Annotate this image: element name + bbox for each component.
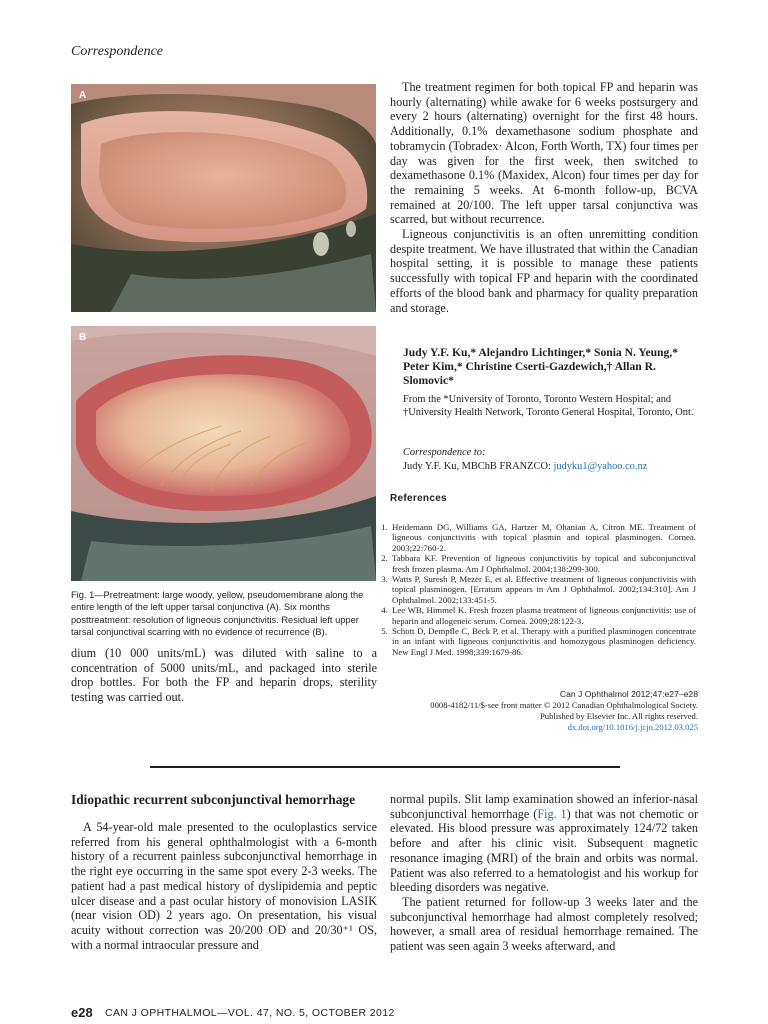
citation-block: [390, 689, 698, 733]
reference-item: 4. Lee WB, Himmel K. Fresh frozen plasma treatment of ligneous conjunctivitis: use of heparin and allogeneic serum. Cornea. 2009;28:122-3.: [390, 605, 696, 626]
citation-publisher: Published by Elsevier Inc. All rights reserved.: [540, 711, 698, 721]
references-heading: References: [390, 493, 447, 504]
followup-paragraph: The patient returned for follow-up 3 weeks later and the subconjunctival hemorrhage had almost completely resolved; however, a small area of residual hemorrhage remained. The patient was seen again 3 weeks afterward, and: [390, 894, 698, 954]
panel-b-label: B: [79, 332, 87, 343]
left-continuation: dium (10 000 units/mL) was diluted with saline to a concentration of 5000 units/mL, and packaged into sterile drop bottles. For both the FP and heparin drops, sterility testing was carried out.: [71, 646, 377, 705]
reference-item: 1. Heidemann DG, Williams GA, Hartzer M, Ohanian A, Citron ME. Treatment of ligneous conjunctivitis with topical plasmin and topical plasminogen. Cornea. 2003;22:760-2.: [390, 522, 696, 553]
figure-panel-b: [71, 326, 376, 581]
citation-journal: Can J Ophthalmol 2012;47:e27–e28: [559, 689, 698, 699]
correspondence-line: [403, 460, 695, 473]
reference-list: [374, 522, 696, 657]
figure-link[interactable]: Fig. 1: [537, 806, 567, 821]
citation-doi-link[interactable]: dx.doi.org/10.1016/j.jcjo.2012.03.025: [567, 722, 698, 732]
author-affiliation: From the *University of Toronto, Toronto Western Hospital; and †University Health Network, Toronto General Hospital, Toronto, Ont.: [403, 394, 694, 418]
page-number: e28: [71, 1005, 93, 1020]
journal-footer: CAN J OPHTHALMOL—VOL. 47, NO. 5, OCTOBER 2012: [105, 1007, 395, 1019]
exam-paragraph: normal pupils. Slit lamp examination showed an inferior-nasal subconjunctival hemorrhage (Fig. 1) that was not chemotic or elevated. His blood pressure was approximately 124/72 taken before and after his clinic visit. Subsequent magnetic resonance imaging (MRI) of the brain and orbits was normal. Patient was also referred to a hematologist and his workup for bleeding disorders was negative.: [390, 792, 699, 895]
second-article-right: [390, 792, 698, 954]
correspondence-label: Correspondence to:: [403, 447, 486, 458]
citation-issn: 0008-4182/11/$-see front matter © 2012 Canadian Ophthalmological Society.: [430, 700, 698, 710]
treatment-paragraph: The treatment regimen for both topical FP and heparin was hourly (alternating) while awake for 6 weeks postsurgery and every 2 hours (alternating) overnight for the first 48 hours. Additionally, 0.1% dexamethasone sodium phosphate and tobramycin (Tobradex· Alcon, Forth Worth, TX) four times per day was given for the first week, then switched to dexamethasone 0.1% (Maxidex, Alcon) four times per day for the remaining 5 weeks. At 6-month follow-up, BCVA remained at 20/100. The left upper tarsal conjunctiva was scarred, but without recurrence.: [390, 80, 698, 227]
article-title: Idiopathic recurrent subconjunctival hemorrhage: [71, 792, 356, 807]
reference-item: 2. Tabbara KF. Prevention of ligneous conjunctivitis by topical and subconjunctival fresh frozen plasma. Am J Ophthalmol. 2004;138:299-300.: [390, 553, 696, 574]
second-article-left: A 54-year-old male presented to the oculoplastics service referred from his general ophthalmologist with a 6-month history of a recurrent painless subconjunctival hemorrhage in the right eye occurring in the same spot every 2-3 weeks. The patient had a past medical history of dyslipidemia and peptic ulcer disease and a past ocular history of monovision LASIK (near vision OD) 2 years ago. On presentation, his visual acuity without correction was 20/200 OD and 20/30⁺¹ OS, with a normal intraocular pressure and: [71, 820, 377, 952]
figure-caption: Fig. 1—Pretreatment: large woody, yellow, pseudomembrane along the entire length of the left upper tarsal conjunctiva (A). Six months posttreatment: resolution of ligneous conjunctivitis. Residual left upper tarsal conjunctival scarring with no evidence of recurrence (B).: [71, 590, 364, 637]
eye-photo-a: [71, 84, 376, 312]
panel-a-label: A: [79, 90, 87, 101]
section-label: Correspondence: [71, 44, 164, 59]
right-column-text: [390, 80, 698, 315]
author-list: Judy Y.F. Ku,* Alejandro Lichtinger,* Sonia N. Yeung,* Peter Kim,* Christine Cserti-Gazdewich,† Allan R. Slomovic*: [403, 346, 678, 387]
correspondence-name: Judy Y.F. Ku, MBChB FRANZCO:: [403, 461, 554, 472]
figure-panel-a: [71, 84, 376, 312]
conclusion-paragraph: Ligneous conjunctivitis is an often unremitting condition despite treatment. We have illustrated that within the Canadian hospital setting, it is possible to manage these patients successfully with topical FP and heparin with the coordinated efforts of the blood bank and pharmacy for quality preparation and storage.: [390, 227, 698, 315]
reference-item: 5. Schott D, Dempfle C, Beck P, et al. Therapy with a purified plasminogen concentrate in an infant with ligneous conjunctivitis and homozygous plasminogen deficiency. New Engl J Med. 1998;339:1679-86.: [390, 626, 696, 657]
article-separator: [150, 766, 620, 768]
reference-item: 3. Watts P, Suresh P, Mezer E, et al. Effective treatment of ligneous conjunctivitis with topical plasminogen. [Erratum appears in Am J Ophthalmol. 2002;134:310]. Am J Ophthalmol. 2002;133:451-5.: [390, 574, 696, 605]
correspondence-email-link[interactable]: judyku1@yahoo.co.nz: [553, 461, 648, 472]
eye-photo-b: [71, 326, 376, 581]
